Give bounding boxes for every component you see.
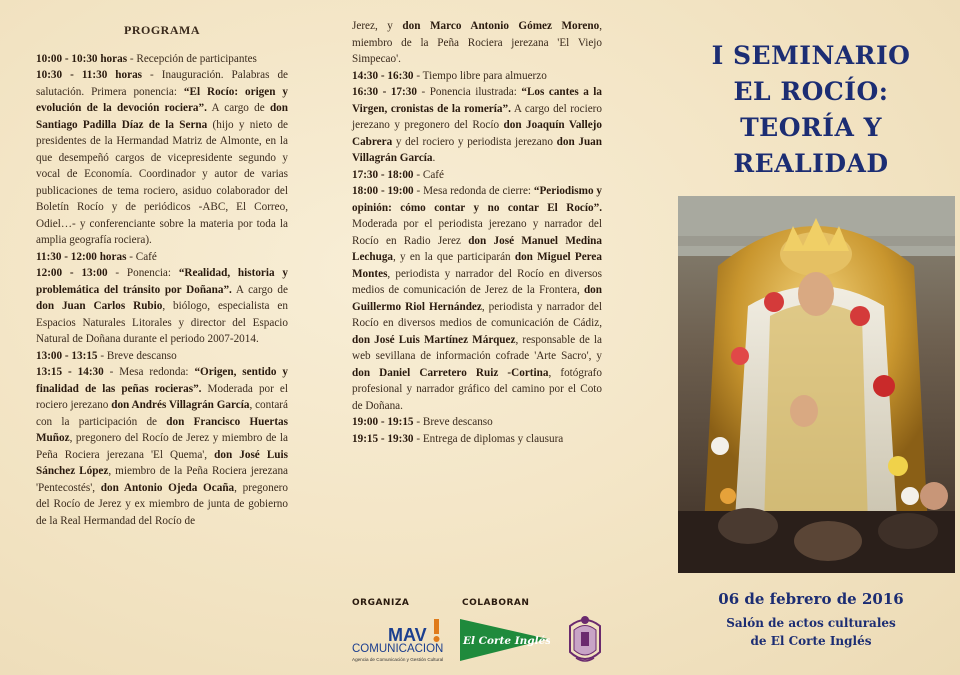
mav-logo-sub: COMUNICACION [352,643,444,655]
hermandad-seal-logo [562,612,608,668]
virgin-del-rocio-photo [678,196,955,573]
eci-logo-text: El Corte Inglés [463,635,550,647]
photo-illustration [678,196,955,573]
program-heading: PROGRAMA [124,23,200,37]
el-corte-ingles-logo [460,617,550,663]
program-item-6: 13:15 - 14:30 - Mesa redonda: “Origen, sentido y finalidad de las peñas rocieras”. Moderada por el rociero jerezano don Andrés Villagrán García, contará con la participación de don Francisco Huertas Muñoz, pregonero del Rocío de Jerez y miembro de la Peña Rociera jerezana 'El Quema', don José Luis Sánchez López, miembro de la Peña Rociera jerezana 'Pentecostés', don Antonio Ojeda Ocaña, pregonero del Rocío de Jerez y ex miembro de junta de gobierno de la Real Hermandad del Rocío de [36,366,289,527]
mav-comunicacion-logo [350,617,452,665]
cover-panel [660,0,960,675]
mav-logo-text: MAV [388,625,427,645]
program-item-7: 14:30 - 16:30 - Tiempo libre para almuerzo [352,69,547,82]
mav-logo-tag: Agencia de Comunicación y Gestión Cultural [352,657,444,662]
program-column-1 [36,0,288,529]
organiza-label: ORGANIZA [352,598,410,608]
seminar-title: I SEMINARIO EL ROCÍO: TEORÍA Y REALIDAD [711,41,911,178]
seal-icon [562,612,608,668]
program-item-10: 18:00 - 19:00 - Mesa redonda de cierre: “Periodismo y opinión: cómo contar y no contar El Rocío”. Moderada por el periodista jerezano y narrador del Rocío en Radio Jerez don José Manuel Medina Lechuga, y en la que participarán don Miguel Perea Montes, periodista y narrador del Rocío en diversos medios de comunicación de Jerez de la Frontera, don Guillermo Riol Hernández, periodista y narrador del Rocío en diversos medios de comunicación de Cádiz, don José Luis Martínez Márquez, responsable de la web sevillana de información cofrade 'Arte Sacro', y don Daniel Carretero Ruiz -Cortina, fotógrafo profesional y narrador gráfico del camino por el Coto de Doñana. [352,185,602,412]
program-item-8: 16:30 - 17:30 - Ponencia ilustrada: “Los cantes a la Virgen, cronistas de la romería”. A cargo del rociero jerezano y pregonero del Rocío don Joaquín Vallejo Cabrera y del rociero y periodista jerezano don Juan Villagrán García. [352,86,603,164]
mav-logo-icon [350,617,452,665]
program-item-4: 12:00 - 13:00 - Ponencia: “Realidad, historia y problemática del tránsito por Doñana”. A cargo de don Juan Carlos Rubio, biólogo, especialista en Espacios Naturales Litorales y director del Espacio Natural de Doñana durante el periodo 2007-2014. [36,267,288,345]
program-column-2 [352,18,602,447]
event-date: 06 de febrero de 2016 [718,590,904,608]
program-item-5: 13:00 - 13:15 - Breve descanso [36,349,177,362]
program-item-6-cont: Jerez, y don Marco Antonio Gómez Moreno, miembro de la Peña Rociera jerezana 'El Viejo Simpecao'. [352,20,602,65]
colaboran-label: COLABORAN [462,598,530,608]
program-item-3: 11:30 - 12:00 horas - Café [36,250,157,263]
program-item-9: 17:30 - 18:00 - Café [352,168,444,181]
program-item-11: 19:00 - 19:15 - Breve descanso [352,416,493,428]
program-item-2: 10:30 - 11:30 horas - Inauguración. Palabras de salutación. Primera ponencia: “El Rocío: origen y evolución de la devoción rociera”. A cargo de don Santiago Padilla Díaz de la Serna (hijo y nieto de presidentes de la Hermandad Matriz de Almonte, en la que desempeñó cargos de vicepresidente segundo y vocal de Economía. Coordinador y autor de varias publicaciones de tema rociero, asiduo colaborador del Boletín Rocío y de periódicos -ABC, El Correo, Odiel…- y conferenciante sobre la materia por toda la amplia geografía rociera). [36,69,289,246]
program-item-12: 19:15 - 19:30 - Entrega de diplomas y clausura [352,432,564,445]
program-item-1: 10:00 - 10:30 horas - Recepción de participantes [36,52,257,65]
el-corte-ingles-icon [460,617,550,663]
event-venue: Salón de actos culturales de El Corte Inglés [726,616,896,648]
